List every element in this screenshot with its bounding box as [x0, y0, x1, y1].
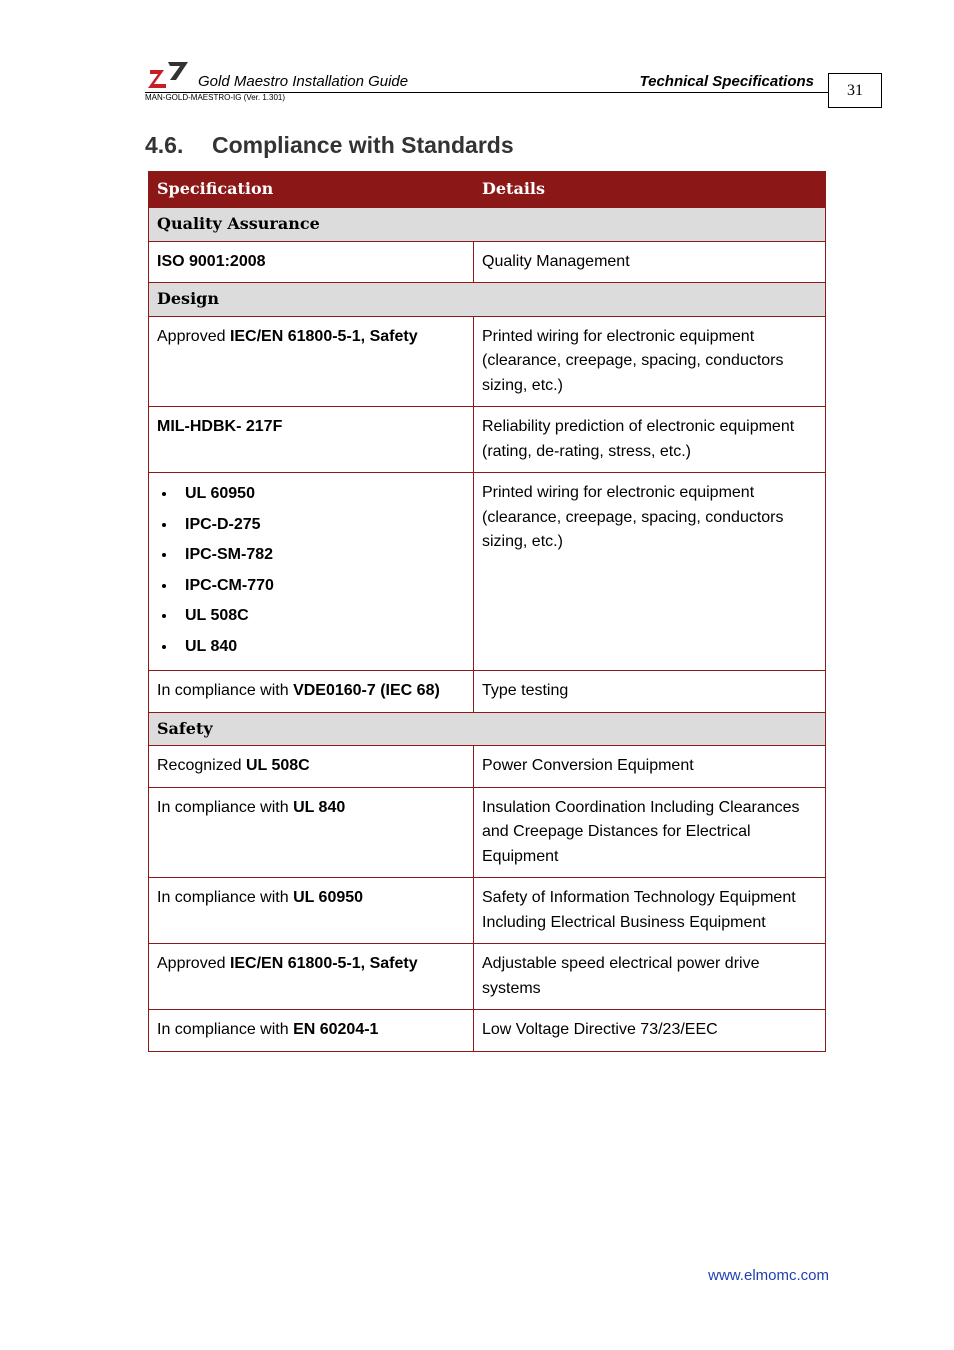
details-cell: Printed wiring for electronic equipment (clearance, creepage, spacing, conductors sizing, etc.): [474, 473, 826, 671]
table-row: [149, 241, 826, 283]
group-label: Safety: [149, 712, 826, 746]
list-item: • IPC-CM-770: [177, 571, 465, 602]
table-row: [149, 944, 826, 1010]
details-cell: Adjustable speed electrical power drive systems: [474, 944, 826, 1010]
spec-standard: ISO 9001:2008: [157, 252, 266, 270]
details-cell: Power Conversion Equipment: [474, 746, 826, 788]
website-link[interactable]: www.elmomc.com: [708, 1267, 829, 1284]
spec-prefix: In compliance with: [157, 798, 294, 816]
spec-prefix: In compliance with: [157, 682, 294, 699]
spec-cell: [149, 671, 474, 713]
details-cell: Reliability prediction of electronic equipment (rating, de-rating, stress, etc.): [474, 407, 826, 473]
spec-standard: MIL-HDBK- 217F: [157, 418, 283, 435]
heading-number: 4.6.: [145, 132, 184, 158]
group-row-design: [149, 283, 826, 317]
details-cell: Printed wiring for electronic equipment (clearance, creepage, spacing, conductors sizing, etc.): [474, 316, 826, 407]
spec-cell: [149, 787, 474, 878]
table-row: [149, 316, 826, 407]
table-row: [149, 671, 826, 713]
group-row-quality-assurance: [149, 208, 826, 242]
table-row: [149, 407, 826, 473]
details-cell: Safety of Information Technology Equipment Including Electrical Business Equipment: [474, 878, 826, 944]
spec-standard: EN 60204-1: [293, 1021, 379, 1038]
details-cell: Insulation Coordination Including Clearances and Creepage Distances for Electrical Equipment: [474, 787, 826, 878]
list-item: • UL 840: [177, 632, 465, 663]
spec-cell: [149, 407, 474, 473]
list-item: • UL 508C: [177, 601, 465, 632]
spec-prefix: Approved: [157, 955, 230, 972]
column-header-details: Details: [474, 172, 826, 208]
list-item: • IPC-SM-782: [177, 540, 465, 571]
spec-cell: [149, 944, 474, 1010]
spec-cell: [149, 316, 474, 407]
spec-cell: [149, 473, 474, 671]
list-item: • IPC-D-275: [177, 510, 465, 541]
spec-prefix: Approved: [157, 327, 230, 345]
spec-prefix: Recognized: [157, 757, 246, 774]
group-row-safety: [149, 712, 826, 746]
doc-version: MAN-GOLD-MAESTRO-IG (Ver. 1.301): [145, 93, 286, 102]
table-row: [149, 473, 826, 671]
spec-standard: IEC/EN 61800-5-1, Safety: [229, 327, 418, 345]
section-title: Technical Specifications: [639, 73, 814, 90]
details-cell: Type testing: [474, 671, 826, 713]
table-row: [149, 787, 826, 878]
spec-cell: [149, 1010, 474, 1052]
group-label: Quality Assurance: [149, 208, 826, 242]
page-heading: [145, 132, 514, 159]
spec-standard: UL 508C: [245, 757, 310, 774]
table-row: [149, 746, 826, 788]
table-row: [149, 1010, 826, 1052]
details-cell: Quality Management: [474, 241, 826, 283]
spec-cell: [149, 878, 474, 944]
standards-list: [157, 479, 465, 662]
spec-prefix: In compliance with: [157, 1021, 294, 1038]
group-label: Design: [149, 283, 826, 317]
table-row: [149, 878, 826, 944]
column-header-specification: Specification: [149, 172, 474, 208]
spec-standard: VDE0160-7 (IEC 68): [293, 682, 440, 699]
elmo-logo-icon: [148, 58, 190, 88]
spec-cell: [149, 746, 474, 788]
list-item: • UL 60950: [177, 479, 465, 510]
table-header-row: [149, 172, 826, 208]
spec-standard: IEC/EN 61800-5-1, Safety: [229, 955, 418, 972]
details-cell: Low Voltage Directive 73/23/EEC: [474, 1010, 826, 1052]
spec-prefix: In compliance with: [157, 889, 294, 906]
compliance-table: [148, 171, 826, 1052]
doc-title: Gold Maestro Installation Guide: [198, 73, 409, 90]
page-number: 31: [828, 73, 882, 108]
spec-cell: [149, 241, 474, 283]
spec-standard: UL 60950: [293, 889, 364, 906]
spec-standard: UL 840: [293, 798, 346, 816]
heading-title: Compliance with Standards: [212, 132, 514, 158]
